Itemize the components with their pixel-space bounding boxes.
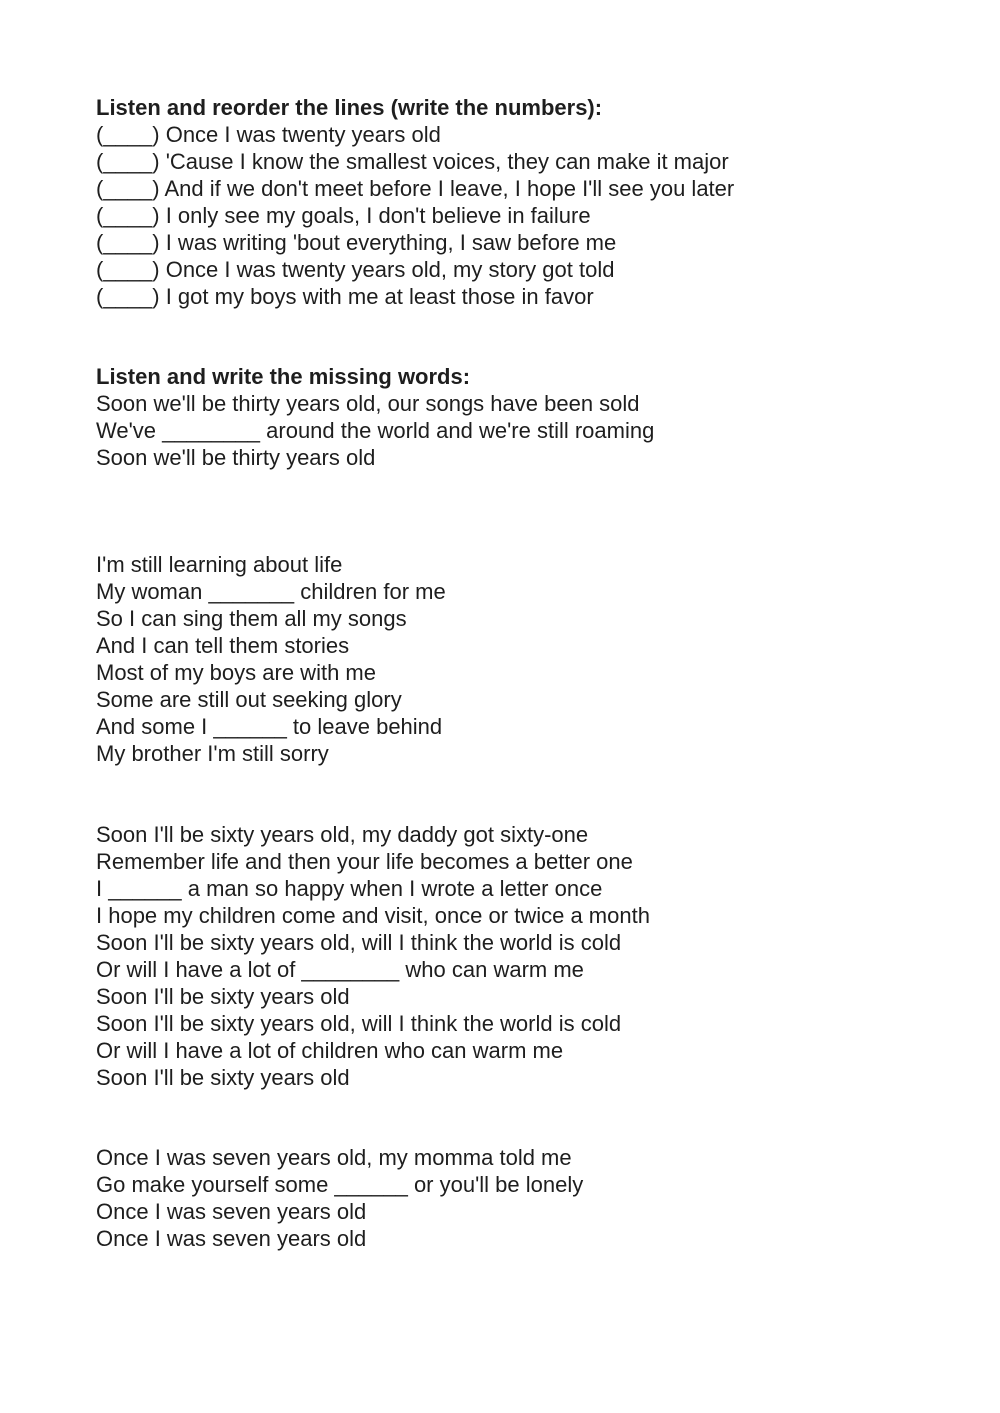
reorder-heading: Listen and reorder the lines (write the numbers): <box>96 95 603 120</box>
lyric-line: Remember life and then your life becomes a better one <box>96 849 633 874</box>
reorder-line: (____) Once I was twenty years old, my story got told <box>96 257 615 282</box>
lyric-line: Once I was seven years old <box>96 1199 367 1224</box>
lyric-line: Once I was seven years old, my momma told me <box>96 1145 572 1170</box>
lyric-line: Soon I'll be sixty years old, will I think the world is cold <box>96 1011 622 1036</box>
stanza-4 <box>96 1144 976 1252</box>
lyric-line: Once I was seven years old <box>96 1226 367 1251</box>
stanza-1 <box>96 390 976 471</box>
lyric-line: I ______ a man so happy when I wrote a letter once <box>96 876 603 901</box>
lyric-line: And I can tell them stories <box>96 633 350 658</box>
lyric-line: Go make yourself some ______ or you'll be lonely <box>96 1172 584 1197</box>
lyric-line: Or will I have a lot of ________ who can warm me <box>96 957 584 982</box>
spacer <box>96 767 976 821</box>
reorder-line: (____) And if we don't meet before I leave, I hope I'll see you later <box>96 176 735 201</box>
lyric-line: Or will I have a lot of children who can warm me <box>96 1038 564 1063</box>
missing-words-heading: Listen and write the missing words: <box>96 364 471 389</box>
lyric-line: And some I ______ to leave behind <box>96 714 443 739</box>
lyric-line: Soon I'll be sixty years old, will I think the world is cold <box>96 930 622 955</box>
reorder-line: (____) Once I was twenty years old <box>96 122 441 147</box>
lyric-line: I hope my children come and visit, once or twice a month <box>96 903 650 928</box>
reorder-line: (____) 'Cause I know the smallest voices, they can make it major <box>96 149 729 174</box>
worksheet <box>96 94 976 1252</box>
lyric-line: Some are still out seeking glory <box>96 687 402 712</box>
missing-words-section <box>96 363 976 1252</box>
stanza-2 <box>96 551 976 767</box>
lyric-line: Soon I'll be sixty years old <box>96 984 350 1009</box>
spacer <box>96 471 976 551</box>
reorder-line: (____) I got my boys with me at least those in favor <box>96 284 594 309</box>
lyric-line: My brother I'm still sorry <box>96 741 329 766</box>
lyric-line: I'm still learning about life <box>96 552 343 577</box>
lyric-line: Soon I'll be sixty years old, my daddy got sixty-one <box>96 822 589 847</box>
lyric-line: We've ________ around the world and we're still roaming <box>96 418 655 443</box>
lyric-line: Soon we'll be thirty years old <box>96 445 376 470</box>
lyric-line: Most of my boys are with me <box>96 660 376 685</box>
lyric-line: So I can sing them all my songs <box>96 606 407 631</box>
lyric-line: Soon I'll be sixty years old <box>96 1065 350 1090</box>
lyric-line: Soon we'll be thirty years old, our songs have been sold <box>96 391 640 416</box>
stanza-3 <box>96 821 976 1091</box>
reorder-line: (____) I was writing 'bout everything, I saw before me <box>96 230 617 255</box>
lyric-line: My woman _______ children for me <box>96 579 446 604</box>
reorder-line: (____) I only see my goals, I don't believe in failure <box>96 203 591 228</box>
spacer <box>96 1091 976 1144</box>
spacer <box>96 310 976 363</box>
reorder-section <box>96 94 976 310</box>
